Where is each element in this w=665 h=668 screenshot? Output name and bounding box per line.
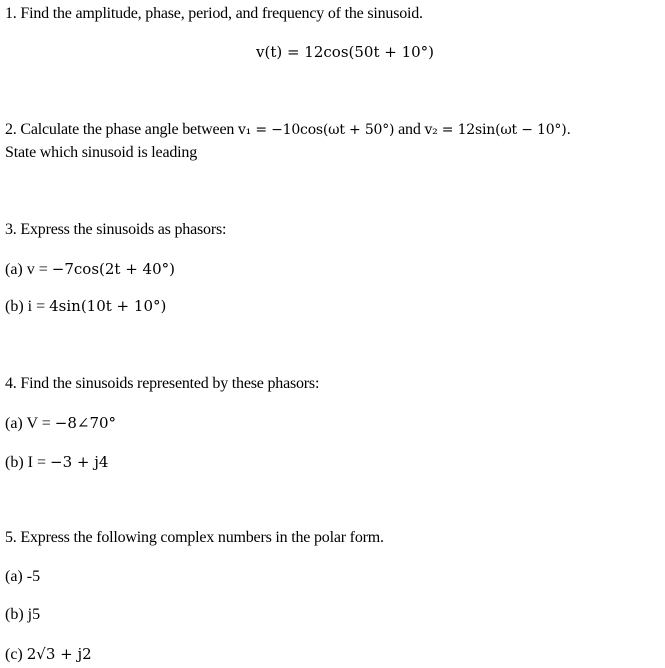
question-5-part-a: (a) -5: [5, 568, 41, 585]
question-2-line-1: [5, 120, 571, 140]
question-2-connector: and: [394, 121, 425, 138]
question-5-c-label: (c): [5, 646, 27, 663]
question-2-line-2: State which sinusoid is leading: [5, 144, 198, 161]
question-4-a-label: (a) V =: [5, 415, 55, 432]
question-4-a-expression: −8∠70°: [54, 414, 117, 432]
question-5-part-b: (b) j5: [5, 606, 41, 623]
question-4-b-expression: −3 + j4: [50, 453, 109, 471]
question-5-part-c: [5, 644, 92, 665]
question-5-c-expression: 2√3 + j2: [26, 645, 92, 663]
question-4-prompt: 4. Find the sinusoids represented by these phasors:: [5, 375, 320, 392]
question-1-equation: v(t) = 12cos(50t + 10°): [256, 43, 435, 61]
question-4-part-a: [5, 413, 116, 434]
question-2-v2-expression: v₂ = 12sin(ωt − 10°).: [424, 122, 571, 138]
question-3-b-expression: 4sin(10t + 10°): [49, 297, 167, 315]
question-4-part-b: [5, 452, 108, 473]
question-5-prompt: 5. Express the following complex numbers in the polar form.: [5, 529, 384, 546]
question-3-a-expression: −7cos(2t + 40°): [51, 260, 175, 278]
question-4-b-label: (b) I =: [5, 454, 51, 471]
question-3-part-b: [5, 296, 166, 317]
question-3-part-a: [5, 259, 175, 280]
question-2-v1-expression: v₁ = −10cos(ωt + 50°): [237, 122, 395, 138]
question-3-prompt: 3. Express the sinusoids as phasors:: [5, 221, 227, 238]
question-3-a-label: (a) v =: [5, 261, 52, 278]
question-3-b-label: (b) i =: [5, 298, 50, 315]
question-1-prompt: 1. Find the amplitude, phase, period, and frequency of the sinusoid.: [5, 5, 423, 22]
question-2-prompt-start: 2. Calculate the phase angle between: [5, 121, 238, 138]
